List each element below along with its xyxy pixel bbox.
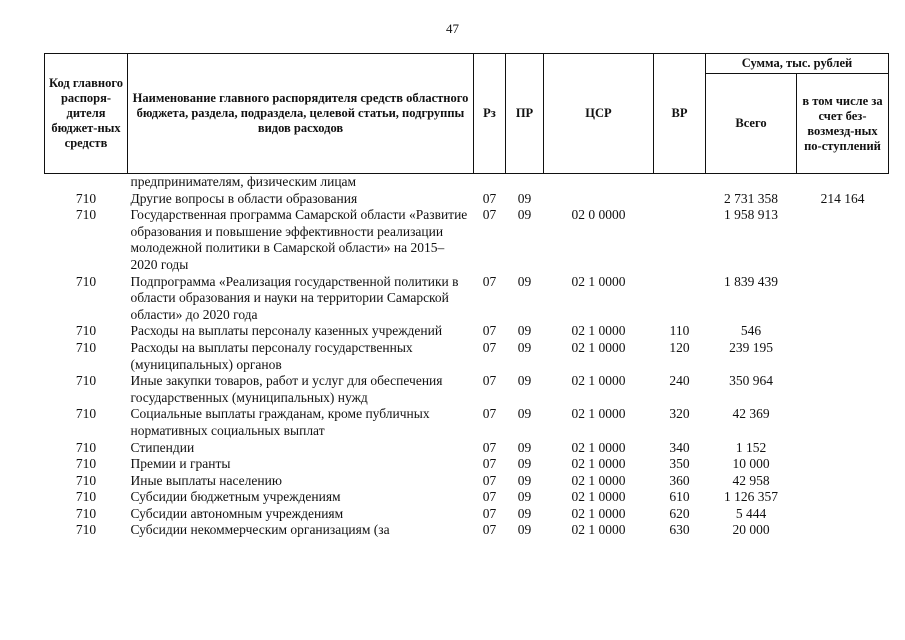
table-row <box>45 207 889 273</box>
pr-cell: 09 <box>517 456 532 472</box>
total-cell: 1 152 <box>735 439 767 455</box>
csr-cell: 02 1 0000 <box>571 339 626 355</box>
pr-cell: 09 <box>517 190 532 206</box>
total-cell: 1 126 357 <box>724 489 778 505</box>
csr-cell <box>544 191 654 208</box>
gratis-cell <box>797 473 889 490</box>
gratis-cell <box>797 323 889 340</box>
header-gratis: в том числе за счет без-возмезд-ных по-ступлений <box>797 74 889 174</box>
table-row <box>45 274 889 324</box>
header-total: Всего <box>706 74 797 174</box>
total-cell: 239 195 <box>729 339 773 355</box>
gratis-cell <box>797 489 889 506</box>
rz-cell: 07 <box>482 273 497 289</box>
table-row <box>45 506 889 523</box>
vr-cell: 110 <box>669 323 690 339</box>
name-cell: Другие вопросы в области образования <box>130 190 358 206</box>
name-cell: Иные выплаты населению <box>130 472 282 488</box>
code-cell: 710 <box>75 472 97 488</box>
total-cell: 1 958 913 <box>724 207 778 223</box>
gratis-cell <box>797 207 889 273</box>
table-row <box>45 406 889 439</box>
pr-cell: 09 <box>517 505 532 521</box>
rz-cell: 07 <box>482 373 497 389</box>
pr-cell: 09 <box>517 273 532 289</box>
code-cell: 710 <box>75 207 97 223</box>
table-header <box>45 54 889 174</box>
table-row <box>45 174 889 191</box>
name-cell: Иные закупки товаров, работ и услуг для обеспечения государственных (муниципальных) нужд <box>130 373 443 405</box>
total-cell: 10 000 <box>732 456 770 472</box>
table-row <box>45 440 889 457</box>
vr-cell: 620 <box>669 505 690 521</box>
gratis-cell <box>797 406 889 439</box>
csr-cell: 02 1 0000 <box>571 323 626 339</box>
total-cell: 5 444 <box>735 505 767 521</box>
code-cell: 710 <box>75 323 97 339</box>
code-cell <box>45 174 128 191</box>
table-row <box>45 489 889 506</box>
gratis-cell <box>797 440 889 457</box>
table-body <box>45 174 889 540</box>
rz-cell: 07 <box>482 456 497 472</box>
code-cell: 710 <box>75 190 97 206</box>
total-cell: 546 <box>740 323 762 339</box>
total-cell: 2 731 358 <box>724 190 778 206</box>
csr-cell <box>544 174 654 191</box>
csr-cell: 02 1 0000 <box>571 489 626 505</box>
total-cell: 42 958 <box>732 472 770 488</box>
name-cell: Государственная программа Самарской области «Развитие образования и повышение эффективности реализации молодежной политики в Самарской области» на 2015–2020 годы <box>130 207 468 272</box>
vr-cell <box>654 174 706 191</box>
table-row <box>45 373 889 406</box>
rz-cell: 07 <box>482 489 497 505</box>
code-cell: 710 <box>75 373 97 389</box>
table-row <box>45 473 889 490</box>
pr-cell: 09 <box>517 323 532 339</box>
rz-cell: 07 <box>482 439 497 455</box>
header-name: Наименование главного распорядителя средств областного бюджета, раздела, подраздела, целевой статьи, подгруппы видов расходов <box>128 54 474 174</box>
pr-cell: 09 <box>517 439 532 455</box>
gratis-cell <box>797 340 889 373</box>
rz-cell: 07 <box>482 406 497 422</box>
total-cell: 350 964 <box>729 373 773 389</box>
header-csr: ЦСР <box>544 54 654 174</box>
table-row <box>45 522 889 539</box>
name-cell: Социальные выплаты гражданам, кроме публичных нормативных социальных выплат <box>130 406 430 438</box>
pr-cell: 09 <box>517 207 532 223</box>
name-cell: Подпрограмма «Реализация государственной политики в области образования и науки на территории Самарской области» до 2020 года <box>130 273 459 322</box>
code-cell: 710 <box>75 439 97 455</box>
gratis-cell <box>797 506 889 523</box>
name-cell: Субсидии некоммерческим организациям (за <box>130 522 390 538</box>
name-cell: Расходы на выплаты персоналу казенных учреждений <box>130 323 443 339</box>
gratis-cell <box>797 373 889 406</box>
vr-cell: 630 <box>669 522 690 538</box>
csr-cell: 02 1 0000 <box>571 406 626 422</box>
vr-cell <box>654 207 706 273</box>
header-code: Код главного распоря-дителя бюджет-ных средств <box>45 54 128 174</box>
csr-cell: 02 1 0000 <box>571 472 626 488</box>
code-cell: 710 <box>75 489 97 505</box>
rz-cell: 07 <box>482 522 497 538</box>
header-pr: ПР <box>506 54 544 174</box>
vr-cell <box>654 274 706 324</box>
csr-cell: 02 0 0000 <box>571 207 626 223</box>
vr-cell: 610 <box>669 489 690 505</box>
csr-cell: 02 1 0000 <box>571 456 626 472</box>
vr-cell: 240 <box>669 373 690 389</box>
rz-cell: 07 <box>482 207 497 223</box>
gratis-cell <box>797 522 889 539</box>
table-row <box>45 191 889 208</box>
pr-cell: 09 <box>517 472 532 488</box>
vr-cell: 120 <box>669 339 690 355</box>
pr-cell: 09 <box>517 339 532 355</box>
table-row <box>45 340 889 373</box>
total-cell: 1 839 439 <box>724 273 778 289</box>
name-cell: Премии и гранты <box>130 456 231 472</box>
total-cell: 20 000 <box>732 522 770 538</box>
name-cell: Субсидии автономным учреждениям <box>130 505 344 521</box>
rz-cell: 07 <box>482 339 497 355</box>
vr-cell <box>654 191 706 208</box>
code-cell: 710 <box>75 273 97 289</box>
table-row <box>45 323 889 340</box>
pr-cell: 09 <box>517 373 532 389</box>
csr-cell: 02 1 0000 <box>571 505 626 521</box>
gratis-cell <box>797 456 889 473</box>
vr-cell: 350 <box>669 456 690 472</box>
rz-cell: 07 <box>482 323 497 339</box>
rz-cell: 07 <box>482 472 497 488</box>
rz-cell <box>474 174 506 191</box>
code-cell: 710 <box>75 505 97 521</box>
gratis-cell: 214 164 <box>820 190 865 206</box>
name-cell: Расходы на выплаты персоналу государственных (муниципальных) органов <box>130 339 413 372</box>
csr-cell: 02 1 0000 <box>571 373 626 389</box>
pr-cell: 09 <box>517 406 532 422</box>
csr-cell: 02 1 0000 <box>571 439 626 455</box>
total-cell: 42 369 <box>732 406 770 422</box>
name-cell: предпринимателям, физическим лицам <box>130 174 357 189</box>
pr-cell: 09 <box>517 522 532 538</box>
table-row <box>45 456 889 473</box>
budget-table <box>44 53 889 539</box>
page-number: 47 <box>446 21 459 36</box>
rz-cell: 07 <box>482 505 497 521</box>
name-cell: Стипендии <box>130 439 195 455</box>
gratis-cell <box>797 274 889 324</box>
pr-cell: 09 <box>517 489 532 505</box>
code-cell: 710 <box>75 522 97 538</box>
code-cell: 710 <box>75 339 97 355</box>
header-rz: Рз <box>474 54 506 174</box>
total-cell <box>706 174 797 191</box>
pr-cell <box>506 174 544 191</box>
header-sum: Сумма, тыс. рублей <box>706 54 889 74</box>
csr-cell: 02 1 0000 <box>571 273 626 289</box>
name-cell: Субсидии бюджетным учреждениям <box>130 489 341 505</box>
gratis-cell <box>797 174 889 191</box>
code-cell: 710 <box>75 406 97 422</box>
vr-cell: 340 <box>669 439 690 455</box>
code-cell: 710 <box>75 456 97 472</box>
csr-cell: 02 1 0000 <box>571 522 626 538</box>
header-vr: ВР <box>654 54 706 174</box>
rz-cell: 07 <box>482 190 497 206</box>
vr-cell: 320 <box>669 406 690 422</box>
vr-cell: 360 <box>669 472 690 488</box>
